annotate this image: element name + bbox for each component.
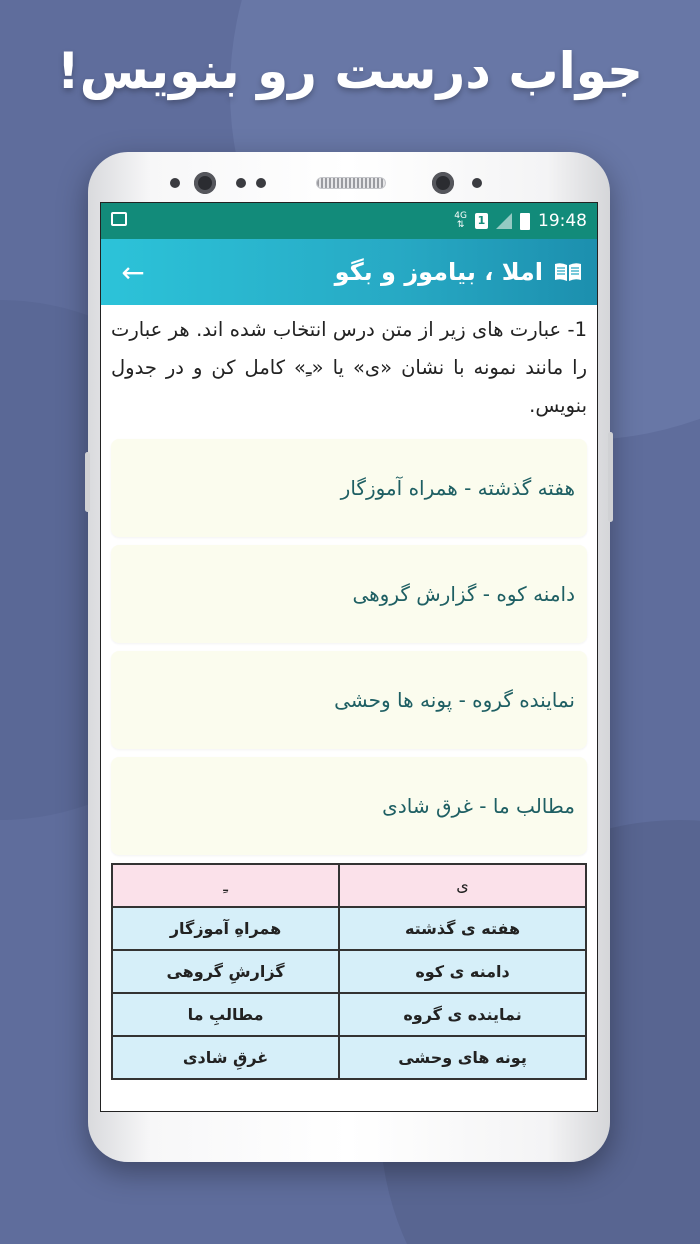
column-header: ـِ xyxy=(112,864,339,907)
table-header-row xyxy=(112,864,586,907)
sensor-dot xyxy=(256,178,266,188)
table-row xyxy=(112,993,586,1036)
arrow-back-icon: ← xyxy=(121,255,145,289)
battery-icon xyxy=(520,213,530,230)
volume-button xyxy=(85,452,90,512)
status-bar xyxy=(101,203,597,239)
column-header: ی xyxy=(339,864,586,907)
sensor-dot xyxy=(236,178,246,188)
phrase-card[interactable] xyxy=(111,651,587,749)
table-row xyxy=(112,1036,586,1079)
table-row xyxy=(112,907,586,950)
table-cell: مطالبِ ما xyxy=(112,993,339,1036)
phrase-text: نماینده گروه - پونه ها وحشی xyxy=(334,688,575,712)
phone-screen xyxy=(100,202,598,1112)
promo-headline: جواب درست رو بنویس! xyxy=(56,42,644,100)
table-cell: نماینده ی گروه xyxy=(339,993,586,1036)
app-toolbar xyxy=(101,239,597,305)
table-cell: غرقِ شادی xyxy=(112,1036,339,1079)
back-button[interactable] xyxy=(115,256,151,289)
sim-icon: 1 xyxy=(475,213,488,229)
clock: 19:48 xyxy=(538,211,587,231)
table-cell: پونه های وحشی xyxy=(339,1036,586,1079)
phrase-card[interactable] xyxy=(111,757,587,855)
sensor-dot xyxy=(472,178,482,188)
phone-sensors xyxy=(88,172,610,194)
power-button xyxy=(608,432,613,522)
open-book-icon xyxy=(553,261,583,283)
phrase-text: مطالب ما - غرق شادی xyxy=(382,794,575,818)
lesson-content xyxy=(101,305,597,1080)
table-cell: گزارشِ گروهی xyxy=(112,950,339,993)
network-4g-icon: 4G ⇅ xyxy=(454,211,467,230)
iris-camera-icon xyxy=(432,172,454,194)
image-notification-icon xyxy=(111,212,127,226)
page-title: املا ، بیاموز و بگو xyxy=(334,258,543,286)
table-cell: دامنه ی کوه xyxy=(339,950,586,993)
exercise-instructions: 1- عبارت های زیر از متن درس انتخاب شده اند. هر عبارت را مانند نمونه با نشان «ی» یا «ـِ» کامل کن و در جدول بنویس. xyxy=(111,318,587,417)
front-camera-icon xyxy=(194,172,216,194)
answer-table xyxy=(111,863,587,1080)
table-cell: هفته ی گذشته xyxy=(339,907,586,950)
table-row xyxy=(112,950,586,993)
phrase-card[interactable] xyxy=(111,545,587,643)
sensor-dot xyxy=(170,178,180,188)
earpiece-speaker xyxy=(316,177,386,189)
phone-frame xyxy=(88,152,610,1162)
phrase-text: دامنه کوه - گزارش گروهی xyxy=(352,582,575,606)
signal-icon xyxy=(496,213,512,229)
table-cell: همراهِ آموزگار xyxy=(112,907,339,950)
phrase-card[interactable] xyxy=(111,439,587,537)
phrase-text: هفته گذشته - همراه آموزگار xyxy=(340,476,575,500)
